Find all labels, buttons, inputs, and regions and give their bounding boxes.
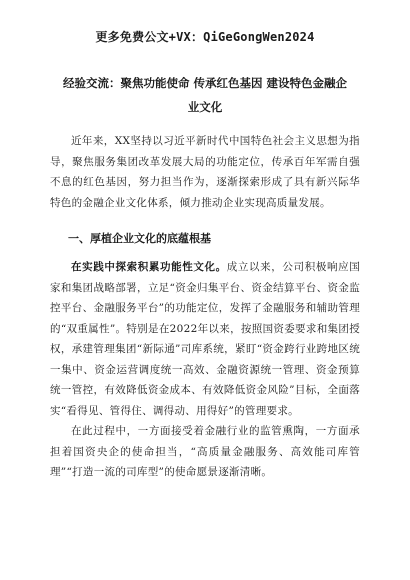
document-title-line-2: 业文化 bbox=[187, 100, 223, 114]
promo-banner: 更多免费公文+VX：QiGeGongWen2024 bbox=[95, 30, 315, 44]
intro-paragraph: 近年来，XX坚持以习近平新时代中国特色社会主义思想为指导，聚焦服务集团改革发展大局的功能定位，传承百年军需自强不息的红色基因，努力担当作为，逐渐探索形成了具有新兴际华特色的金融企业文化体系，倾力推动企业实现高质量发展。 bbox=[50, 135, 360, 209]
section-1-lead: 在实践中探索积累功能性文化。 bbox=[71, 261, 227, 273]
section-1-paragraph-1 bbox=[50, 257, 360, 421]
document-title-line-1: 经验交流：聚焦功能使命 传承红色基因 建设特色金融企 bbox=[62, 76, 347, 90]
section-heading-1: 一、厚植企业文化的底蕴根基 bbox=[68, 232, 211, 245]
document-title bbox=[50, 71, 360, 119]
section-1-paragraph-2: 在此过程中，一方面接受着金融行业的监管熏陶，一方面承担着国资央企的使命担当，“高质量金融服务、高效能司库管理”“打造一流的司库型”的使命愿景逐渐清晰。 bbox=[50, 425, 360, 478]
section-1-body: 成立以来，公司积极响应国家和集团战略部署，立足“资金归集平台、资金结算平台、资金监控平台、金融服务平台”的功能定位，发挥了金融服务和辅助管理的“双重属性”。特别是在2022年以来，按照国资委要求和集团授权，承建管理集团“新际通”司库系统，紧盯“资金跨行业跨地区统一集中、资金运营调度统一高效、金融资源统一管理、资金预算统一管控，有效降低资金成本、有效降低资金风险”目标，全面落实“看得见、管得住、调得动、用得好”的管理要求。 bbox=[50, 261, 360, 417]
